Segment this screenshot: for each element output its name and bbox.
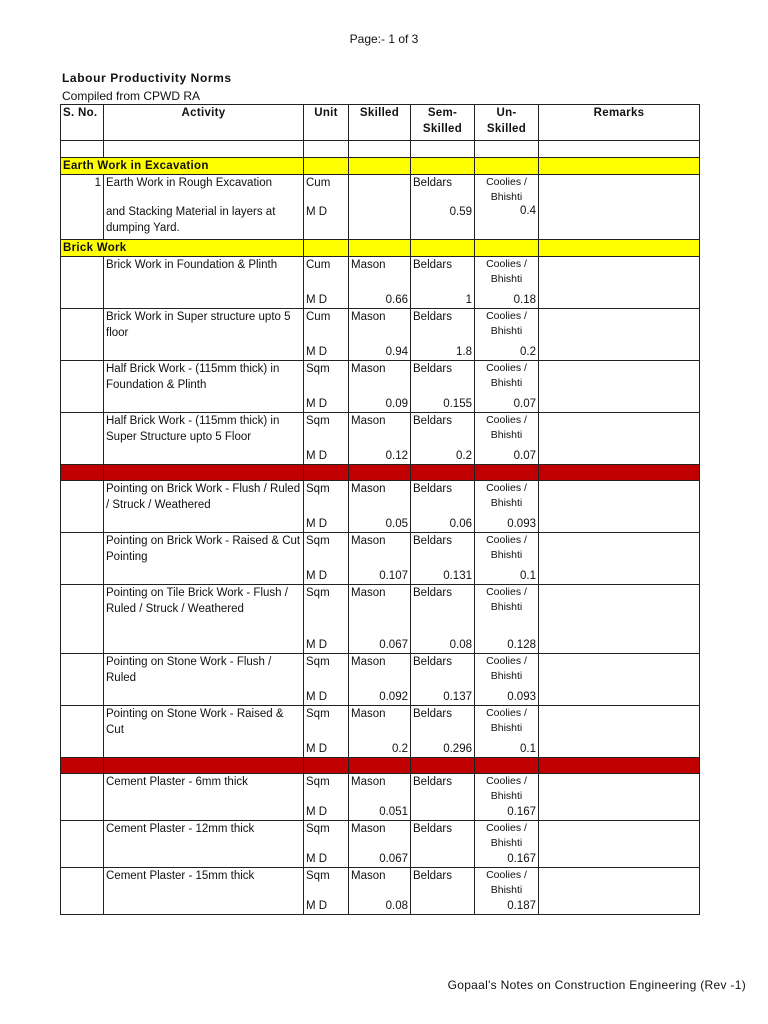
- semi-value: 0.155: [443, 398, 472, 410]
- cell-skilled: [349, 868, 411, 915]
- section-row-brick: [61, 240, 700, 257]
- cell-remarks: [539, 361, 700, 413]
- cell-remarks: [539, 774, 700, 821]
- skilled-trade: Mason: [351, 587, 386, 599]
- cell-remarks: [539, 309, 700, 361]
- divider-cell: [475, 465, 539, 481]
- semi-value: 0.2: [456, 450, 472, 462]
- semi-trade: Beldars: [413, 311, 452, 323]
- unskilled-line1: Coolies /: [486, 707, 527, 719]
- unskilled-line2: Bhishti: [490, 670, 523, 682]
- cell-sno: [61, 481, 104, 533]
- cell-sno: [61, 361, 104, 413]
- unit-value: Sqm: [306, 587, 330, 599]
- unit-value: Sqm: [306, 776, 330, 788]
- cell-unskilled: [475, 361, 539, 413]
- cell-skilled: [349, 706, 411, 758]
- cell-unskilled: [475, 706, 539, 758]
- semi-value: 1.8: [456, 346, 472, 358]
- unskilled-line2: Bhishti: [490, 497, 523, 509]
- cell-remarks: [539, 481, 700, 533]
- cell-sno: [61, 257, 104, 309]
- cell-skilled: [349, 257, 411, 309]
- unskilled-line2: Bhishti: [490, 722, 523, 734]
- unskilled-line2: Bhishti: [490, 837, 523, 849]
- unskilled-line2: Bhishti: [490, 325, 523, 337]
- semi-trade: Beldars: [413, 776, 452, 788]
- cell-sno: 1: [61, 175, 104, 240]
- cell-activity: Brick Work in Foundation & Plinth: [104, 257, 304, 309]
- md-label: M D: [306, 346, 328, 358]
- cell-skilled: [349, 361, 411, 413]
- skilled-trade: Mason: [351, 823, 386, 835]
- document-subtitle: Compiled from CPWD RA: [62, 89, 201, 103]
- semi-trade: Beldars: [413, 656, 452, 668]
- table-row: [61, 868, 700, 915]
- cell-unskilled: [475, 309, 539, 361]
- table-row: [61, 821, 700, 868]
- skilled-trade: Mason: [351, 656, 386, 668]
- document-title: Labour Productivity Norms: [62, 71, 232, 85]
- divider-cell: [411, 465, 475, 481]
- table-row: [61, 654, 700, 706]
- cell-semi: [411, 481, 475, 533]
- cell-unit: [304, 175, 349, 240]
- unskilled-line1: Coolies /: [486, 310, 527, 322]
- skilled-value: 0.051: [379, 806, 408, 818]
- unskilled-line1: Coolies /: [486, 655, 527, 667]
- cell-sno: [61, 821, 104, 868]
- cell-unskilled: [475, 175, 539, 240]
- skilled-trade: Mason: [351, 776, 386, 788]
- section-row-earth: [61, 158, 700, 175]
- header-skilled: Skilled: [349, 105, 411, 141]
- semi-value: 0.59: [449, 206, 472, 218]
- skilled-value: 0.05: [385, 518, 408, 530]
- cell-unskilled: [475, 654, 539, 706]
- skilled-value: 0.94: [385, 346, 408, 358]
- semi-value: 0.131: [443, 570, 472, 582]
- cell-remarks: [539, 654, 700, 706]
- cell-semi: [411, 533, 475, 585]
- unskilled-line2: Bhishti: [490, 790, 523, 802]
- cell-semi: [411, 774, 475, 821]
- cell-unit: [304, 585, 349, 654]
- unskilled-line2: Bhishti: [490, 884, 523, 896]
- header-semi-line2: Skilled: [422, 123, 463, 135]
- semi-trade: Beldars: [413, 535, 452, 547]
- cell-sno: [61, 413, 104, 465]
- semi-value: 1: [465, 294, 472, 306]
- unskilled-line1: Coolies /: [486, 586, 527, 598]
- spacer-row: [61, 141, 700, 158]
- unit-value: Sqm: [306, 535, 330, 547]
- header-remarks: Remarks: [539, 105, 700, 141]
- cell-semi: [411, 413, 475, 465]
- cell-skilled: [349, 774, 411, 821]
- cell-unit: [304, 481, 349, 533]
- cell-unit: [304, 654, 349, 706]
- header-sno: S. No.: [61, 105, 104, 141]
- cell-unit: [304, 413, 349, 465]
- semi-trade: Beldars: [413, 870, 452, 882]
- skilled-trade: Mason: [351, 259, 386, 271]
- cell-unskilled: [475, 821, 539, 868]
- header-unskilled: Un-Skilled: [475, 105, 539, 141]
- unskilled-line1: Coolies /: [486, 362, 527, 374]
- unskilled-line2: Bhishti: [490, 377, 523, 389]
- cell-semi: [411, 706, 475, 758]
- table-row: [61, 706, 700, 758]
- unskilled-line1: Coolies /: [486, 775, 527, 787]
- section-label: Earth Work in Excavation: [61, 158, 304, 175]
- cell-semi: [411, 175, 475, 240]
- cell-semi: [411, 361, 475, 413]
- skilled-value: 0.2: [392, 743, 408, 755]
- cell-sno: [61, 774, 104, 821]
- divider-cell: [104, 758, 304, 774]
- page-footer: Gopaal's Notes on Construction Engineering (Rev -1): [447, 978, 746, 992]
- cell-unskilled: [475, 774, 539, 821]
- semi-trade: Beldars: [413, 259, 452, 271]
- semi-trade: Beldars: [413, 483, 452, 495]
- cell-activity: Pointing on Tile Brick Work - Flush / Ruled / Struck / Weathered: [104, 585, 304, 654]
- semi-value: 0.08: [449, 639, 472, 651]
- semi-value: 0.296: [443, 743, 472, 755]
- section-label: Brick Work: [61, 240, 304, 257]
- divider-cell: [304, 465, 349, 481]
- divider-cell: [411, 758, 475, 774]
- skilled-trade: Mason: [351, 708, 386, 720]
- skilled-value: 0.107: [379, 570, 408, 582]
- table-row: [61, 774, 700, 821]
- table-row: [61, 309, 700, 361]
- md-label: M D: [306, 639, 328, 651]
- cell-remarks: [539, 175, 700, 240]
- cell-remarks: [539, 413, 700, 465]
- cell-semi: [411, 309, 475, 361]
- table-row: [61, 175, 700, 240]
- md-label: M D: [306, 853, 328, 865]
- skilled-value: 0.66: [385, 294, 408, 306]
- header-semi-line1: Sem-: [427, 107, 458, 119]
- cell-skilled: [349, 585, 411, 654]
- cell-activity: [104, 175, 304, 240]
- cell-semi: [411, 821, 475, 868]
- table-row: [61, 585, 700, 654]
- divider-cell: [304, 758, 349, 774]
- divider-cell: [539, 758, 700, 774]
- cell-activity: Half Brick Work - (115mm thick) in Super Structure upto 5 Floor: [104, 413, 304, 465]
- divider-cell: [61, 758, 104, 774]
- cell-sno: [61, 533, 104, 585]
- cell-skilled: [349, 481, 411, 533]
- unskilled-value: 0.187: [507, 900, 536, 912]
- semi-trade: Beldars: [413, 823, 452, 835]
- unit-value: Sqm: [306, 483, 330, 495]
- cell-unit: [304, 774, 349, 821]
- unit-value: Sqm: [306, 656, 330, 668]
- cell-skilled: [349, 654, 411, 706]
- unit-value: Sqm: [306, 415, 330, 427]
- cell-unit: [304, 706, 349, 758]
- unskilled-line1: Coolies /: [486, 176, 527, 188]
- cell-unskilled: [475, 481, 539, 533]
- cell-sno: [61, 585, 104, 654]
- cell-remarks: [539, 585, 700, 654]
- activity-line1: Earth Work in Rough Excavation: [106, 177, 272, 189]
- unskilled-value: 0.07: [513, 450, 536, 462]
- cell-remarks: [539, 257, 700, 309]
- cell-sno: [61, 654, 104, 706]
- md-label: M D: [306, 743, 328, 755]
- divider-cell: [539, 465, 700, 481]
- unskilled-line1: Coolies /: [486, 534, 527, 546]
- header-unit: Unit: [304, 105, 349, 141]
- table-row: [61, 361, 700, 413]
- cell-unit: [304, 868, 349, 915]
- skilled-value: 0.09: [385, 398, 408, 410]
- skilled-trade: Mason: [351, 483, 386, 495]
- cell-skilled: [349, 821, 411, 868]
- cell-remarks: [539, 821, 700, 868]
- cell-activity: Pointing on Stone Work - Raised & Cut: [104, 706, 304, 758]
- unskilled-line1: Coolies /: [486, 414, 527, 426]
- section-divider-pointing: [61, 465, 700, 481]
- skilled-trade: Mason: [351, 535, 386, 547]
- skilled-value: 0.12: [385, 450, 408, 462]
- unskilled-value: 0.07: [513, 398, 536, 410]
- cell-remarks: [539, 706, 700, 758]
- cell-activity: Pointing on Brick Work - Raised & Cut Pointing: [104, 533, 304, 585]
- unskilled-line1: Coolies /: [486, 869, 527, 881]
- cell-unit: [304, 361, 349, 413]
- unit-value: Cum: [306, 259, 331, 271]
- activity-line2: and Stacking Material in layers at dumping Yard.: [106, 206, 276, 234]
- header-activity: Activity: [104, 105, 304, 141]
- unit-value: Cum: [306, 311, 331, 323]
- unskilled-line2: Bhishti: [490, 191, 523, 203]
- skilled-trade: Mason: [351, 363, 386, 375]
- cell-remarks: [539, 868, 700, 915]
- cell-unit: [304, 257, 349, 309]
- table-row: [61, 533, 700, 585]
- semi-value: 0.06: [449, 518, 472, 530]
- unskilled-value: 0.167: [507, 853, 536, 865]
- cell-semi: [411, 654, 475, 706]
- cell-unit: [304, 309, 349, 361]
- unit-value: Sqm: [306, 870, 330, 882]
- unskilled-value: 0.128: [507, 639, 536, 651]
- skilled-trade: Mason: [351, 311, 386, 323]
- cell-activity: Cement Plaster - 12mm thick: [104, 821, 304, 868]
- md-label: M D: [306, 294, 328, 306]
- section-divider-plaster: [61, 758, 700, 774]
- unskilled-value: 0.1: [520, 743, 536, 755]
- skilled-value: 0.067: [379, 853, 408, 865]
- cell-remarks: [539, 533, 700, 585]
- cell-activity: Cement Plaster - 6mm thick: [104, 774, 304, 821]
- md-label: M D: [306, 806, 328, 818]
- skilled-trade: Mason: [351, 415, 386, 427]
- cell-sno: [61, 309, 104, 361]
- md-label: M D: [306, 570, 328, 582]
- semi-trade: Beldars: [413, 363, 452, 375]
- unskilled-value: 0.167: [507, 806, 536, 818]
- md-label: M D: [306, 518, 328, 530]
- cell-skilled: [349, 533, 411, 585]
- unskilled-line1: Coolies /: [486, 482, 527, 494]
- unskilled-line1: Coolies /: [486, 258, 527, 270]
- table-header-row: [61, 105, 700, 141]
- unskilled-value: 0.4: [520, 205, 536, 217]
- cell-unskilled: [475, 868, 539, 915]
- unit-line1: Cum: [306, 177, 331, 189]
- unit-value: Sqm: [306, 708, 330, 720]
- cell-unskilled: [475, 257, 539, 309]
- unit-value: Sqm: [306, 363, 330, 375]
- header-semi-skilled: [411, 105, 475, 141]
- divider-cell: [475, 758, 539, 774]
- md-label: M D: [306, 398, 328, 410]
- md-label: M D: [306, 900, 328, 912]
- unskilled-line2: Bhishti: [490, 549, 523, 561]
- skilled-value: 0.067: [379, 639, 408, 651]
- cell-activity: Cement Plaster - 15mm thick: [104, 868, 304, 915]
- semi-trade: Beldars: [413, 708, 452, 720]
- unskilled-line2: Bhishti: [490, 273, 523, 285]
- semi-name: Beldars: [413, 177, 452, 189]
- skilled-trade: Mason: [351, 870, 386, 882]
- cell-activity: Brick Work in Super structure upto 5 floor: [104, 309, 304, 361]
- skilled-value: 0.08: [385, 900, 408, 912]
- unit-line2: M D: [306, 206, 328, 218]
- labour-norms-table: [60, 104, 700, 915]
- cell-unskilled: [475, 413, 539, 465]
- semi-value: 0.137: [443, 691, 472, 703]
- cell-semi: [411, 257, 475, 309]
- table-row: [61, 413, 700, 465]
- table-row: [61, 481, 700, 533]
- md-label: M D: [306, 450, 328, 462]
- unskilled-line2: Bhishti: [490, 601, 523, 613]
- cell-semi: [411, 868, 475, 915]
- unskilled-value: 0.093: [507, 691, 536, 703]
- cell-skilled: [349, 309, 411, 361]
- cell-skilled: [349, 413, 411, 465]
- semi-trade: Beldars: [413, 587, 452, 599]
- divider-cell: [349, 758, 411, 774]
- unskilled-line1: Coolies /: [486, 822, 527, 834]
- cell-sno: [61, 706, 104, 758]
- unskilled-value: 0.2: [520, 346, 536, 358]
- cell-unskilled: [475, 533, 539, 585]
- cell-activity: Pointing on Stone Work - Flush / Ruled: [104, 654, 304, 706]
- divider-cell: [349, 465, 411, 481]
- cell-unskilled: [475, 585, 539, 654]
- page-number: Page:- 1 of 3: [349, 32, 419, 46]
- cell-sno: [61, 868, 104, 915]
- cell-unit: [304, 533, 349, 585]
- semi-trade: Beldars: [413, 415, 452, 427]
- md-label: M D: [306, 691, 328, 703]
- divider-cell: [104, 465, 304, 481]
- table-row: [61, 257, 700, 309]
- cell-activity: Half Brick Work - (115mm thick) in Foundation & Plinth: [104, 361, 304, 413]
- unskilled-value: 0.18: [513, 294, 536, 306]
- skilled-value: 0.092: [379, 691, 408, 703]
- cell-unit: [304, 821, 349, 868]
- unskilled-line2: Bhishti: [490, 429, 523, 441]
- unit-value: Sqm: [306, 823, 330, 835]
- unskilled-value: 0.1: [520, 570, 536, 582]
- cell-skilled: [349, 175, 411, 240]
- cell-activity: Pointing on Brick Work - Flush / Ruled / Struck / Weathered: [104, 481, 304, 533]
- divider-cell: [61, 465, 104, 481]
- cell-semi: [411, 585, 475, 654]
- unskilled-value: 0.093: [507, 518, 536, 530]
